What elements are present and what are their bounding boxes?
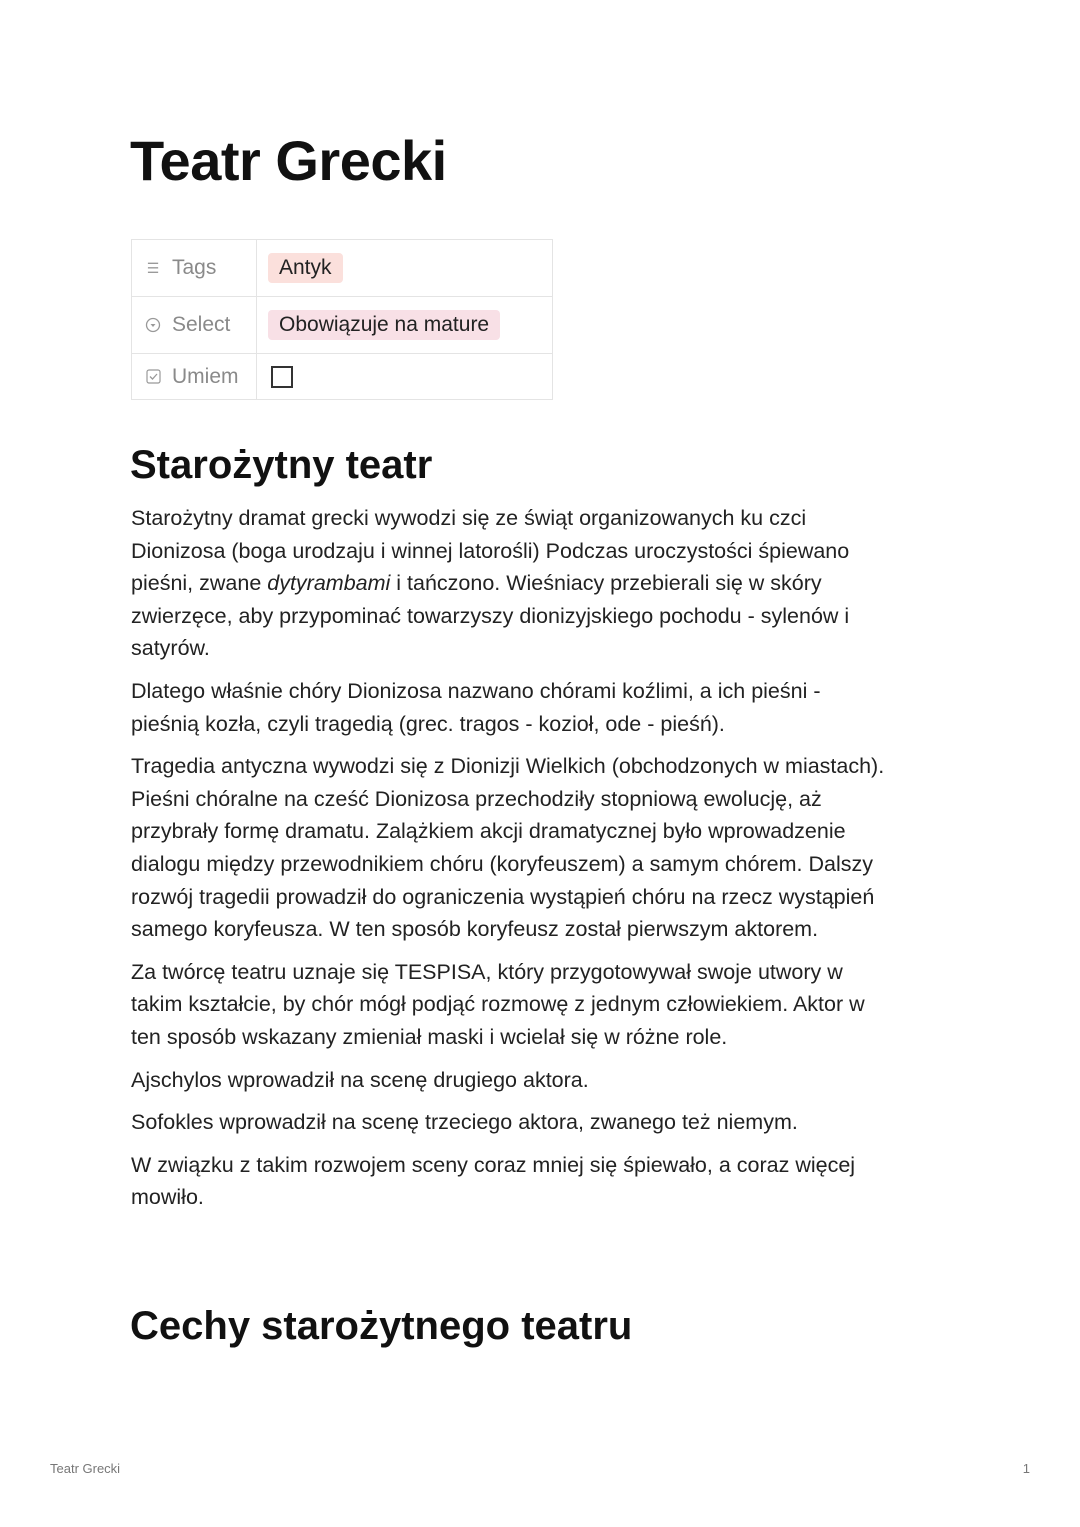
section-body [131,502,991,1224]
text-line: samego koryfeusza. W ten sposób koryfeusz został pierwszym aktorem. [131,917,819,942]
property-row-select [132,297,553,354]
property-row-umiem [132,354,553,400]
text-line: Tragedia antyczna wywodzi się z Dionizji Wielkich (obchodzonych w miastach). [131,754,885,779]
paragraph [131,956,991,1054]
text-line: mowiło. [131,1185,204,1210]
text-line: Sofokles wprowadził na scenę trzeciego aktora, zwanego też niemym. [131,1110,798,1135]
select-value[interactable]: Obowiązuje na mature [268,310,500,340]
text-line [131,567,991,600]
text-line: Ajschylos wprowadził na scenę drugiego aktora. [131,1067,589,1092]
tag-antyk[interactable]: Antyk [268,253,343,283]
text-line: przybrały formę dramatu. Zalążkiem akcji dramatycznej było wprowadzenie [131,819,846,844]
text-line: pieśnią kozła, czyli tragedią (grec. tragos - kozioł, ode - pieśń). [131,711,725,736]
text-line: Pieśni chóralne na cześć Dionizosa przechodziły stopniową ewolucję, aż [131,786,822,811]
property-label: Umiem [172,364,239,388]
paragraph [131,1149,991,1214]
text-line: ten sposób wskazany zmieniał maski i wcielał się w różne role. [131,1024,728,1049]
section-heading: Cechy starożytnego teatru [130,1304,633,1348]
text-line: takim kształcie, by chór mógł podjąć rozmowę z jednym człowiekiem. Aktor w [131,992,865,1017]
paragraph [131,750,991,946]
section-heading: Starożytny teatr [130,443,433,487]
paragraph [131,675,991,740]
checkbox-property-icon [144,368,162,386]
property-label: Select [172,313,231,336]
text-line: Za twórcę teatru uznaje się TESPISA, który przygotowywał swoje utwory w [131,959,843,984]
page-title: Teatr Grecki [130,129,447,192]
property-label: Tags [172,256,217,279]
properties-table [131,239,553,400]
text-line: W związku z takim rozwojem sceny coraz mniej się śpiewało, a coraz więcej [131,1152,856,1177]
list-icon: ☰ [146,259,160,276]
text-line: zwierzęce, aby przypominać towarzyszy dionizyjskiego pochodu - sylenów i [131,603,850,628]
text-line: satyrów. [131,636,210,661]
text: i tańczono. Wieśniacy przebierali się w skóry [390,571,822,596]
italic-term: dytyrambami [267,571,391,596]
text: pieśni, zwane [131,571,268,596]
text-line: dialogu między przewodnikiem chóru (koryfeuszem) a samym chórem. Dalszy [131,851,874,876]
text-line: Dionizosa (boga urodzaju i winnej latorośli) Podczas uroczystości śpiewano [131,538,850,563]
property-row-tags [132,240,553,297]
text-line: rozwój tragedii prowadził do ograniczenia wystąpień chóru na rzecz wystąpień [131,884,875,909]
umiem-checkbox[interactable] [271,366,293,388]
paragraph [131,502,991,665]
select-circle-icon [144,316,162,334]
page-number: 1 [1022,1461,1030,1476]
text-line: Starożytny dramat grecki wywodzi się ze świąt organizowanych ku czci [131,506,807,530]
footer-title: Teatr Grecki [50,1461,121,1476]
paragraph [131,1106,991,1139]
text-line: Dlatego właśnie chóry Dionizosa nazwano chórami koźlimi, a ich pieśni - [131,678,821,703]
paragraph [131,1064,991,1097]
